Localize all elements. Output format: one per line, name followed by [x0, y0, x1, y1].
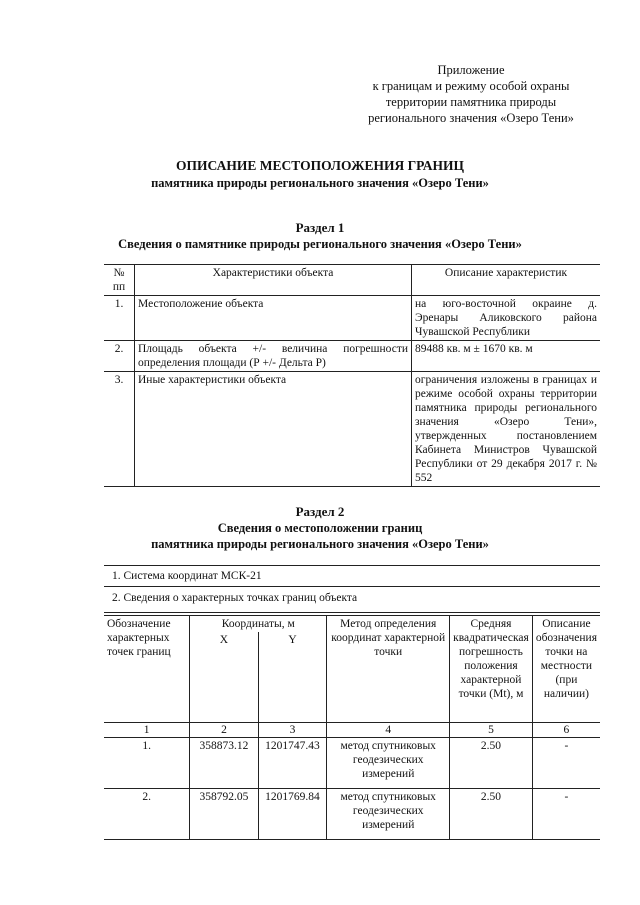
header-description: Описание характеристик	[412, 265, 601, 296]
appendix-line: территории памятника природы	[385, 95, 557, 109]
header-x: X	[190, 632, 258, 723]
section2-title: Раздел 2	[295, 504, 345, 519]
object-info-table	[104, 264, 600, 487]
row-description: на юго-восточной окраине д. Эренары Аликовского района Чувашской Республики	[412, 296, 601, 341]
section1-subtitle: Сведения о памятнике природы регионального значения «Озеро Тени»	[118, 237, 522, 251]
column-number: 5	[450, 723, 533, 738]
table-row	[104, 296, 600, 341]
column-number: 1	[104, 723, 190, 738]
header-num: № пп	[104, 265, 135, 296]
section2-subtitle: памятника природы регионального значения «Озеро Тени»	[151, 537, 489, 551]
document-subtitle: памятника природы регионального значения «Озеро Тени»	[151, 176, 489, 190]
row-characteristic: Местоположение объекта	[135, 296, 412, 341]
appendix-line: Приложение	[437, 63, 505, 77]
coordinate-system-row: 1. Система координат МСК-21	[104, 565, 600, 587]
point-code: 2.	[104, 789, 190, 840]
header-error: Средняя квадратическая погрешность положения характерной точки (Mt), м	[450, 616, 533, 723]
point-code: 1.	[104, 738, 190, 789]
column-number: 3	[258, 723, 327, 738]
row-characteristic: Площадь объекта +/- величина погрешности определения площади (Р +/- Дельта Р)	[135, 341, 412, 372]
boundary-points-table	[104, 615, 600, 840]
column-number: 4	[327, 723, 450, 738]
point-x: 358873.12	[190, 738, 258, 789]
column-number: 2	[190, 723, 258, 738]
column-number-row	[104, 723, 600, 738]
appendix-block	[346, 62, 596, 126]
appendix-line: регионального значения «Озеро Тени»	[368, 111, 574, 125]
point-desc: -	[532, 789, 600, 840]
section1-title: Раздел 1	[295, 220, 345, 235]
header-y: Y	[258, 632, 327, 723]
point-error: 2.50	[450, 738, 533, 789]
table-row	[104, 789, 600, 840]
point-y: 1201769.84	[258, 789, 327, 840]
point-y: 1201747.43	[258, 738, 327, 789]
table-row	[104, 372, 600, 487]
point-desc: -	[532, 738, 600, 789]
header-code: Обозначение характерных точек границ	[104, 616, 190, 723]
row-description: 89488 кв. м ± 1670 кв. м	[412, 341, 601, 372]
header-method: Метод определения координат характерной точки	[327, 616, 450, 723]
column-number: 6	[532, 723, 600, 738]
points-header-row: 2. Сведения о характерных точках границ объекта	[104, 587, 600, 613]
point-error: 2.50	[450, 789, 533, 840]
row-num: 3.	[104, 372, 135, 487]
row-num: 1.	[104, 296, 135, 341]
point-x: 358792.05	[190, 789, 258, 840]
header-coords: Координаты, м	[190, 616, 327, 633]
document-title: ОПИСАНИЕ МЕСТОПОЛОЖЕНИЯ ГРАНИЦ	[176, 158, 464, 173]
row-characteristic: Иные характеристики объекта	[135, 372, 412, 487]
point-method: метод спутниковых геодезических измерений	[327, 789, 450, 840]
section2-subtitle: Сведения о местоположении границ	[217, 521, 423, 535]
row-description: ограничения изложены в границах и режиме особой охраны территории памятника природы регионального значения «Озеро Тени», утвержденных постановлением Кабинета Министров Чувашской Республики от 29 декабря 2017 г. № 552	[412, 372, 601, 487]
header-characteristic: Характеристики объекта	[135, 265, 412, 296]
table-header-row	[104, 616, 600, 633]
point-method: метод спутниковых геодезических измерений	[327, 738, 450, 789]
table-row	[104, 738, 600, 789]
appendix-line: к границам и режиму особой охраны	[372, 79, 570, 93]
table-header-row	[104, 265, 600, 296]
row-num: 2.	[104, 341, 135, 372]
header-desc: Описание обозначения точки на местности (при наличии)	[532, 616, 600, 723]
table-row	[104, 341, 600, 372]
